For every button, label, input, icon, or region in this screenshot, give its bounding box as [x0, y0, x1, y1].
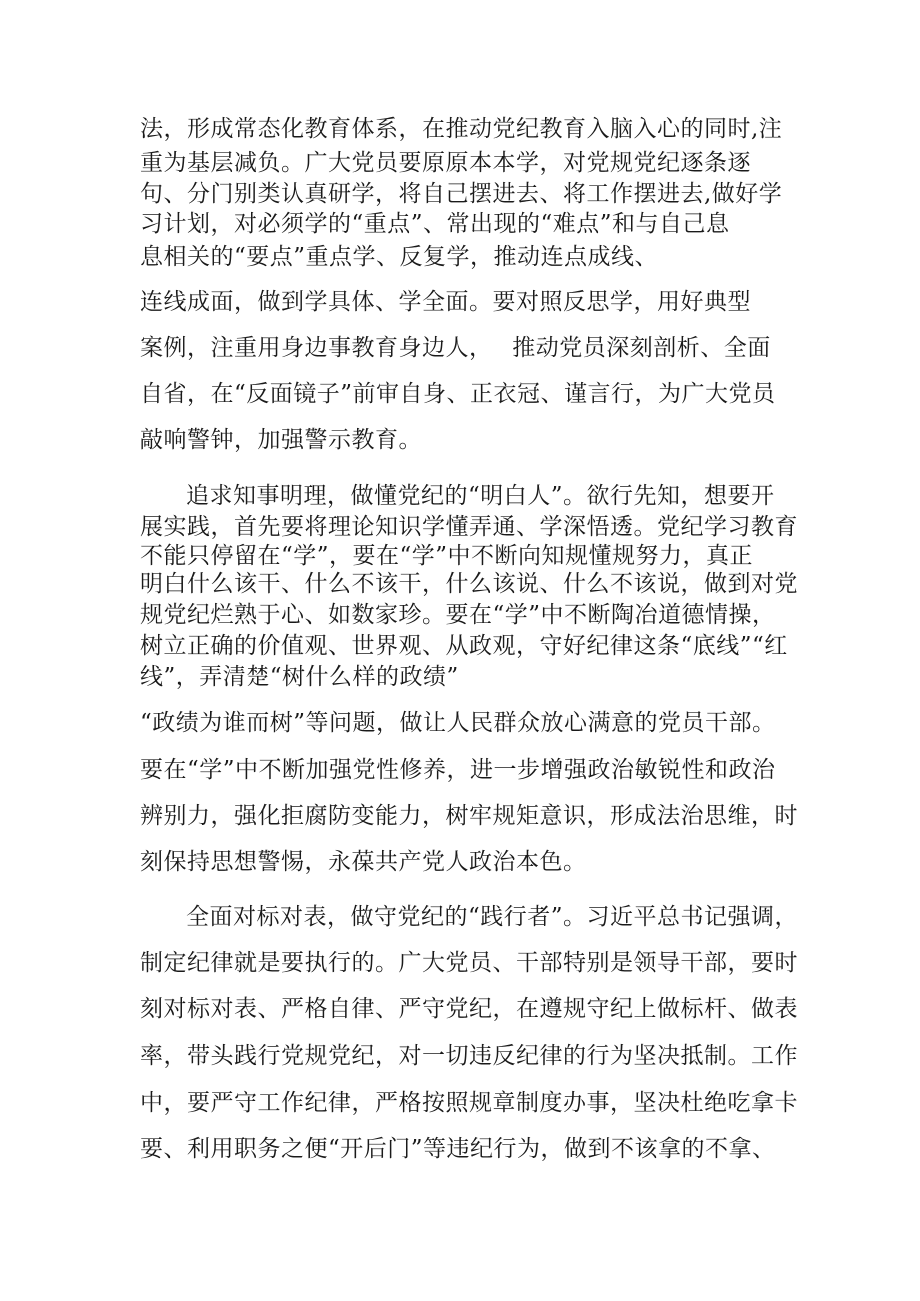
- text-line: 线”，弄清楚“树什么样的政绩”: [140, 664, 459, 690]
- text-line: 息相关的“要点”重点学、反复学，推动连点成线、: [140, 244, 659, 270]
- text-line: 规党纪烂熟于心、如数家珍。要在“学”中不断陶冶道德情操，: [140, 602, 776, 628]
- text-line: 刻保持思想警惕，永葆共产党人政治本色。: [140, 849, 587, 875]
- text-line: “政绩为谁而树”等问题，做让人民群众放心满意的党员干部。: [140, 710, 776, 736]
- text-line: 要、利用职务之便“开后门”等违纪行为，做到不该拿的不拿、: [140, 1136, 776, 1162]
- text-line: 敲响警钟，加强警示教育。: [140, 427, 422, 453]
- text-line: 案例，注重用身边事教育身边人， 推动党员深刻剖析、全面: [140, 335, 771, 361]
- text-line: 自省，在“反面镜子”前审自身、正衣冠、谨言行，为广大党员: [140, 381, 776, 407]
- text-line: 刻对标对表、严格自律、严守党纪，在遵规守纪上做标杆、做表: [140, 996, 798, 1022]
- text-line: 率，带头践行党规党纪，对一切违反纪律的行为坚决抵制。工作: [140, 1043, 798, 1069]
- text-line: 不能只停留在“学”，要在“学”中不断向知规懂规努力，真正: [140, 543, 754, 569]
- text-line: 制定纪律就是要执行的。广大党员、干部特别是领导干部，要时: [140, 950, 798, 976]
- text-line: 句、分门别类认真研学，将自己摆进去、将工作摆进去,做好学: [140, 181, 783, 207]
- text-line: 要在“学”中不断加强党性修养，进一步增强政治敏锐性和政治: [140, 757, 776, 783]
- text-line: 重为基层减负。广大党员要原原本本学，对党规党纪逐条逐: [140, 150, 751, 176]
- text-line: 辨别力，强化拒腐防变能力，树牢规矩意识，形成法治思维，时: [140, 803, 798, 829]
- text-line: 连线成面，做到学具体、学全面。要对照反思学，用好典型: [140, 289, 751, 315]
- text-line: 树立正确的价值观、世界观、从政观，守好纪律这条“底线”“红: [140, 633, 788, 659]
- text-line: 中，要严守工作纪律，严格按照规章制度办事，坚决杜绝吃拿卡: [140, 1090, 798, 1116]
- paragraph-first-line: 追求知事明理，做懂党纪的“明白人”。欲行先知，想要开: [186, 483, 775, 509]
- text-line: 法，形成常态化教育体系，在推动党纪教育入脑入心的同时,注: [140, 116, 783, 142]
- text-line: 明白什么该干、什么不该干，什么该说、什么不该说，做到对党: [140, 571, 798, 597]
- text-line: 习计划，对必须学的“重点”、常出现的“难点”和与自己息: [140, 211, 730, 237]
- paragraph-first-line: 全面对标对表，做守党纪的“践行者”。习近平总书记强调，: [186, 904, 799, 930]
- text-line: 展实践，首先要将理论知识学懂弄通、学深悟透。党纪学习教育: [140, 514, 798, 540]
